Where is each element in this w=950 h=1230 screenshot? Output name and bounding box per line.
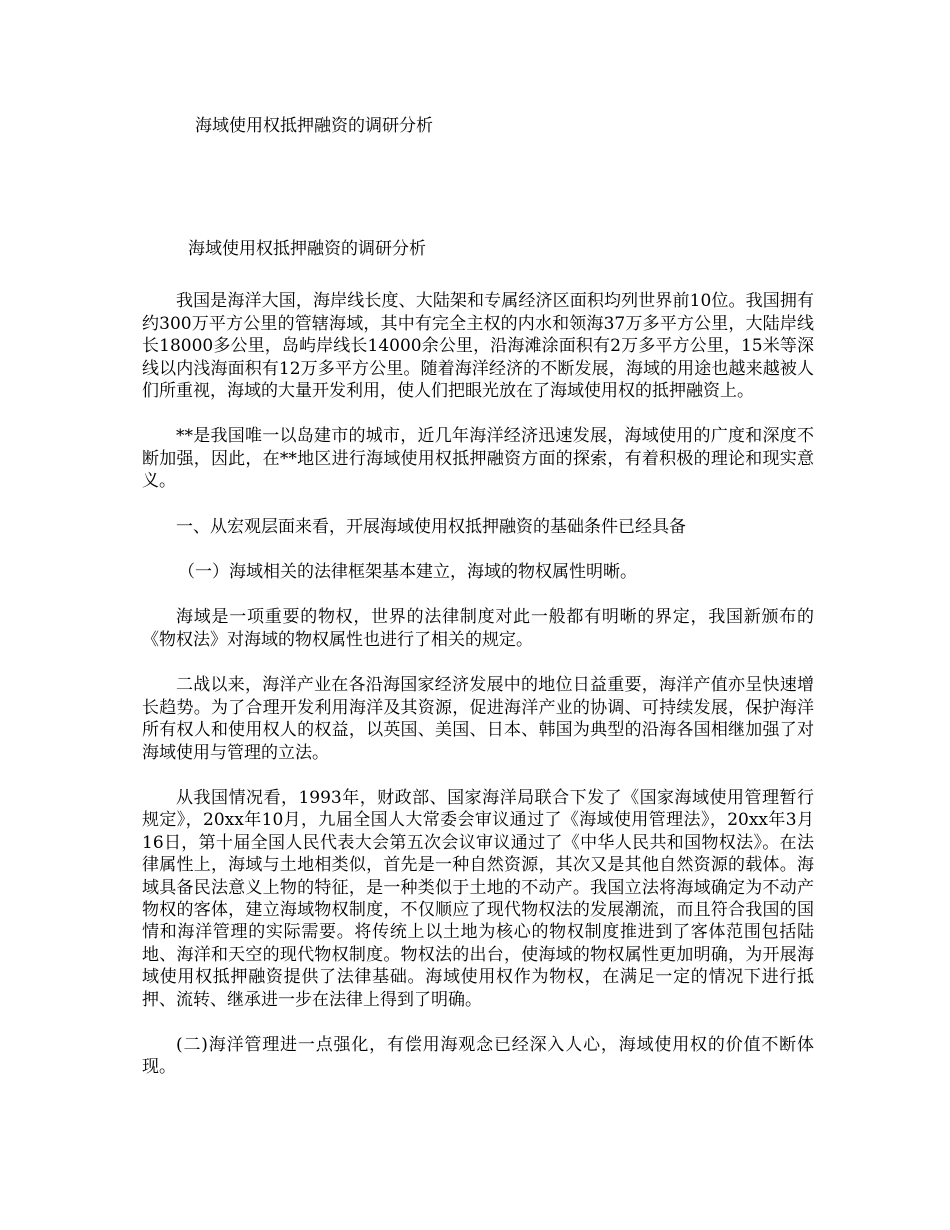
- paragraph-postwar: 二战以来，海洋产业在各沿海国家经济发展中的地位日益重要，海洋产值亦呈快速增长趋势。为了合理开发利用海洋及其资源，促进海洋产业的协调、可持续发展，保护海洋所有权人和使用权人的权益，以英国、美国、日本、韩国为典型的沿海各国相继加强了对海域使用与管理的立法。: [142, 675, 814, 763]
- paragraph-intro: 我国是海洋大国，海岸线长度、大陆架和专属经济区面积均列世界前10位。我国拥有约300万平方公里的管辖海域，其中有完全主权的内水和领海37万多平方公里，大陆岸线长18000多公里，岛屿岸线长14000余公里，沿海滩涂面积有2万多平方公里，15米等深线以内浅海面积有12万多平方公里。随着海洋经济的不断发展，海域的用途也越来越被人们所重视，海域的大量开发利用，使人们把眼光放在了海域使用权的抵押融资上。: [142, 291, 814, 402]
- document-body: [142, 238, 814, 1102]
- section-heading-1: 一、从宏观层面来看，开展海域使用权抵押融资的基础条件已经具备: [176, 516, 686, 537]
- subsection-heading-1: （一）海域相关的法律框架基本建立，海域的物权属性明晰。: [178, 562, 637, 583]
- document-title: 海域使用权抵押融资的调研分析: [195, 116, 433, 136]
- paragraph-property-right: 海域是一项重要的物权，世界的法律制度对此一般都有明晰的界定，我国新颁布的《物权法》对海域的物权属性也进行了相关的规定。: [142, 607, 814, 650]
- paragraph-city: **是我国唯一以岛建市的城市，近几年海洋经济迅速发展，海域使用的广度和深度不断加强，因此，在**地区进行海域使用权抵押融资方面的探索，有着积极的理论和现实意义。: [142, 426, 814, 492]
- paragraph-legislation: 从我国情况看，1993年，财政部、国家海洋局联合下发了《国家海域使用管理暂行规定》，20xx年10月，九届全国人大常委会审议通过了《海域使用管理法》，20xx年3月16日，第十届全国人民代表大会第五次会议审议通过了《中华人民共和国物权法》。在法律属性上，海域与土地相类似，首先是一种自然资源，其次又是其他自然资源的载体。海域具备民法意义上物的特征，是一种类似于土地的不动产。我国立法将海域确定为不动产物权的客体，建立海域物权制度，不仅顺应了现代物权法的发展潮流，而且符合我国的国情和海洋管理的实际需要。将传统上以土地为核心的物权制度推进到了客体范围包括陆地、海洋和天空的现代物权制度。物权法的出台，使海域的物权属性更加明确，为开展海域使用权抵押融资提供了法律基础。海域使用权作为物权，在满足一定的情况下进行抵押、流转、继承进一步在法律上得到了明确。: [142, 787, 814, 1010]
- subsection-heading-2: (二)海洋管理进一点强化，有偿用海观念已经深入人心，海域使用权的价值不断体现。: [142, 1034, 814, 1078]
- document-heading: 海域使用权抵押融资的调研分析: [188, 239, 426, 259]
